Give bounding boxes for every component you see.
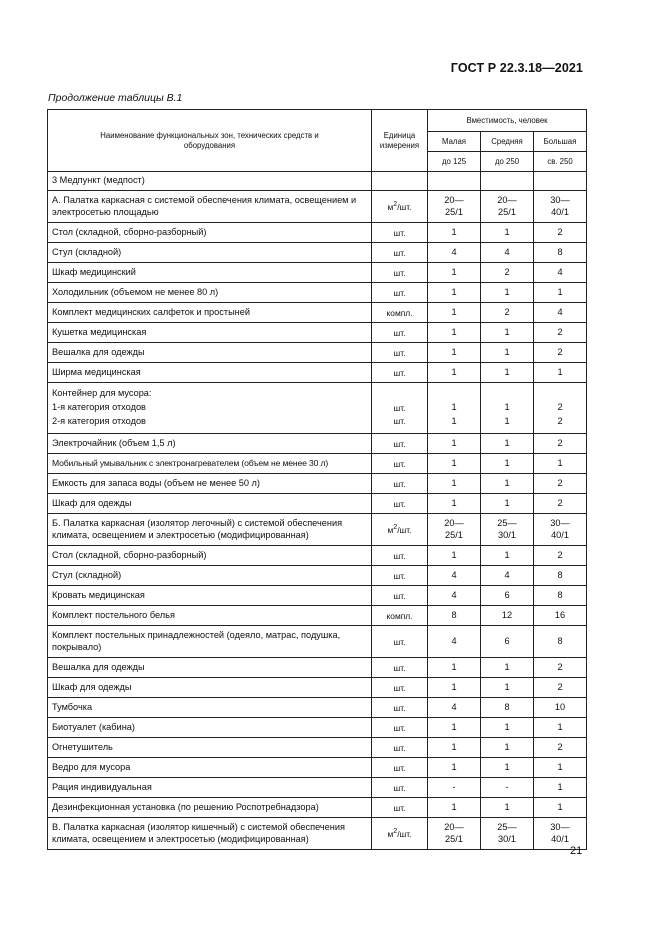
table-row: Биотуалет (кабина) шт. 1 1 1 bbox=[48, 718, 587, 738]
table-row: Ведро для мусора шт. 1 1 1 bbox=[48, 758, 587, 778]
tent-a-medium: 20—25/1 bbox=[481, 191, 534, 223]
table-row: Шкаф медицинский шт. 1 2 4 bbox=[48, 263, 587, 283]
header-unit-col: Единица измерения bbox=[372, 110, 428, 172]
tent-b-medium: 25—30/1 bbox=[481, 514, 534, 546]
table-row: Холодильник (объемом не менее 80 л) шт. 1 1 1 bbox=[48, 283, 587, 303]
table-row: Кушетка медицинская шт. 1 1 2 bbox=[48, 323, 587, 343]
table-row: Огнетушитель шт. 1 1 2 bbox=[48, 738, 587, 758]
tent-a-unit: $м^2/шт$. bbox=[372, 191, 428, 223]
table-row: Шкаф для одежды шт. 1 1 2 bbox=[48, 678, 587, 698]
header-small: Малая bbox=[428, 132, 481, 152]
table-row: Шкаф для одежды шт. 1 1 2 bbox=[48, 494, 587, 514]
header-small-range: до 125 bbox=[428, 152, 481, 172]
table-row: Стол (складной, сборно-разборный) шт. 1 1 2 bbox=[48, 223, 587, 243]
table-row: Вешалка для одежды шт. 1 1 2 bbox=[48, 658, 587, 678]
equipment-table bbox=[47, 109, 587, 850]
table-row: Комплект постельных принадлежностей (одеяло, матрас, подушка, покрывало) шт. 4 6 8 bbox=[48, 626, 587, 658]
table-row: Комплект медицинских салфеток и простыней компл. 1 2 4 bbox=[48, 303, 587, 323]
table-row: Тумбочка шт. 4 8 10 bbox=[48, 698, 587, 718]
table-caption: Продолжение таблицы В.1 bbox=[48, 92, 183, 104]
tent-c-small: 20—25/1 bbox=[428, 818, 481, 850]
table-row: Ширма медицинская шт. 1 1 1 bbox=[48, 363, 587, 383]
table-row: Стул (складной) шт. 4 4 8 bbox=[48, 566, 587, 586]
tent-a-large: 30—40/1 bbox=[534, 191, 587, 223]
tent-c-large: 30—40/1 bbox=[534, 818, 587, 850]
table-row: Емкость для запаса воды (объем не менее 50 л) шт. 1 1 2 bbox=[48, 474, 587, 494]
tent-c-name: В. Палатка каркасная (изолятор кишечный) с системой обеспечения климата, освещением и электросетью (модифицированная) bbox=[48, 818, 372, 850]
table-row: Вешалка для одежды шт. 1 1 2 bbox=[48, 343, 587, 363]
header-name-col: Наименование функциональных зон, технических средств и оборудования bbox=[48, 110, 372, 172]
header-capacity: Вместимость, человек bbox=[428, 110, 587, 132]
page-number: 21 bbox=[570, 845, 583, 857]
tent-a-small: 20—25/1 bbox=[428, 191, 481, 223]
table-row: Кровать медицинская шт. 4 6 8 bbox=[48, 586, 587, 606]
table-row: Комплект постельного белья компл. 8 12 16 bbox=[48, 606, 587, 626]
tent-b-name: Б. Палатка каркасная (изолятор легочный) с системой обеспечения климата, освещением и электросетью (модифицированная) bbox=[48, 514, 372, 546]
table-row: Мобильный умывальник с электронагревателем (объем не менее 30 л) шт. 1 1 1 bbox=[48, 454, 587, 474]
tent-a-name: А. Палатка каркасная с системой обеспечения климата, освещением и электросетью площадью bbox=[48, 191, 372, 223]
document-standard-number: ГОСТ Р 22.3.18—2021 bbox=[450, 61, 583, 75]
tent-c-unit: $м^2/шт$. bbox=[372, 818, 428, 850]
header-large-range: св. 250 bbox=[534, 152, 587, 172]
table-row: Стол (складной, сборно-разборный) шт. 1 1 2 bbox=[48, 546, 587, 566]
tent-c-medium: 25—30/1 bbox=[481, 818, 534, 850]
section-title: 3 Медпункт (медпост) bbox=[48, 172, 372, 191]
table-row: Стул (складной) шт. 4 4 8 bbox=[48, 243, 587, 263]
header-large: Большая bbox=[534, 132, 587, 152]
table-row: Электрочайник (объем 1,5 л) шт. 1 1 2 bbox=[48, 434, 587, 454]
header-medium-range: до 250 bbox=[481, 152, 534, 172]
tent-b-large: 30—40/1 bbox=[534, 514, 587, 546]
table-row: Дезинфекционная установка (по решению Роспотребнадзора) шт. 1 1 1 bbox=[48, 798, 587, 818]
table-row: Рация индивидуальная шт. - - 1 bbox=[48, 778, 587, 798]
tent-b-unit: $м^2/шт$. bbox=[372, 514, 428, 546]
header-medium: Средняя bbox=[481, 132, 534, 152]
table-row: Контейнер для мусора: 1-я категория отходов 2-я категория отходов шт. шт. 1 1 1 1 2 2 bbox=[48, 383, 587, 434]
tent-b-small: 20—25/1 bbox=[428, 514, 481, 546]
